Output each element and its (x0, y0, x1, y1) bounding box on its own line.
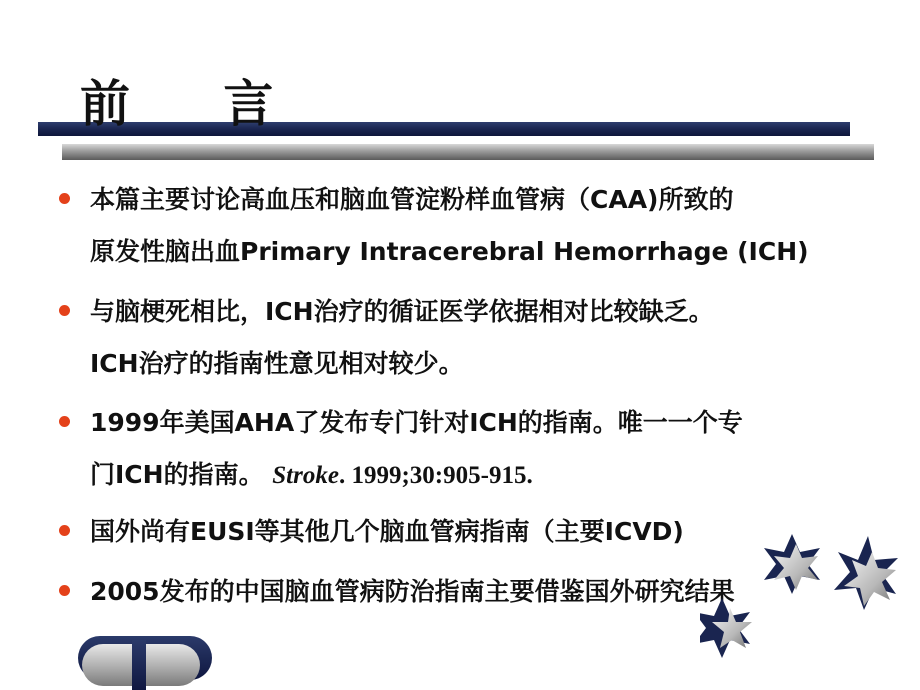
bullet-text: 1999年美国AHA了发布专门针对ICH的指南。唯一一个专 (90, 408, 743, 437)
decorative-stars (700, 530, 910, 690)
decorative-pill-divider (132, 640, 146, 690)
slide-title: 前 言 (80, 74, 312, 133)
bullet-text: 2005发布的中国脑血管病防治指南主要借鉴国外研究结果 (90, 577, 735, 606)
bullet-text: ICH治疗的指南性意见相对较少。 (90, 349, 464, 378)
bullet-text: 国外尚有EUSI等其他几个脑血管病指南（主要ICVD) (90, 517, 684, 546)
bullet-dot (59, 585, 70, 596)
bullet-text: 本篇主要讨论高血压和脑血管淀粉样血管病（CAA)所致的 (90, 185, 734, 214)
bullet-dot (59, 193, 70, 204)
bullet-text-with-citation (90, 455, 533, 491)
bullet-dot (59, 305, 70, 316)
bullet-text: 门ICH的指南。 (90, 460, 273, 489)
title-underline-grey-bar (62, 144, 874, 160)
citation-details: . 1999;30:905-915. (338, 462, 533, 489)
bullet-text: 原发性脑出血Primary Intracerebral Hemorrhage (ICH) (90, 237, 809, 266)
citation-journal: Stroke (272, 462, 339, 489)
citation (272, 462, 532, 489)
bullet-text: 与脑梗死相比，ICH治疗的循证医学依据相对比较缺乏。 (90, 297, 714, 326)
bullet-dot (59, 416, 70, 427)
bullet-dot (59, 525, 70, 536)
